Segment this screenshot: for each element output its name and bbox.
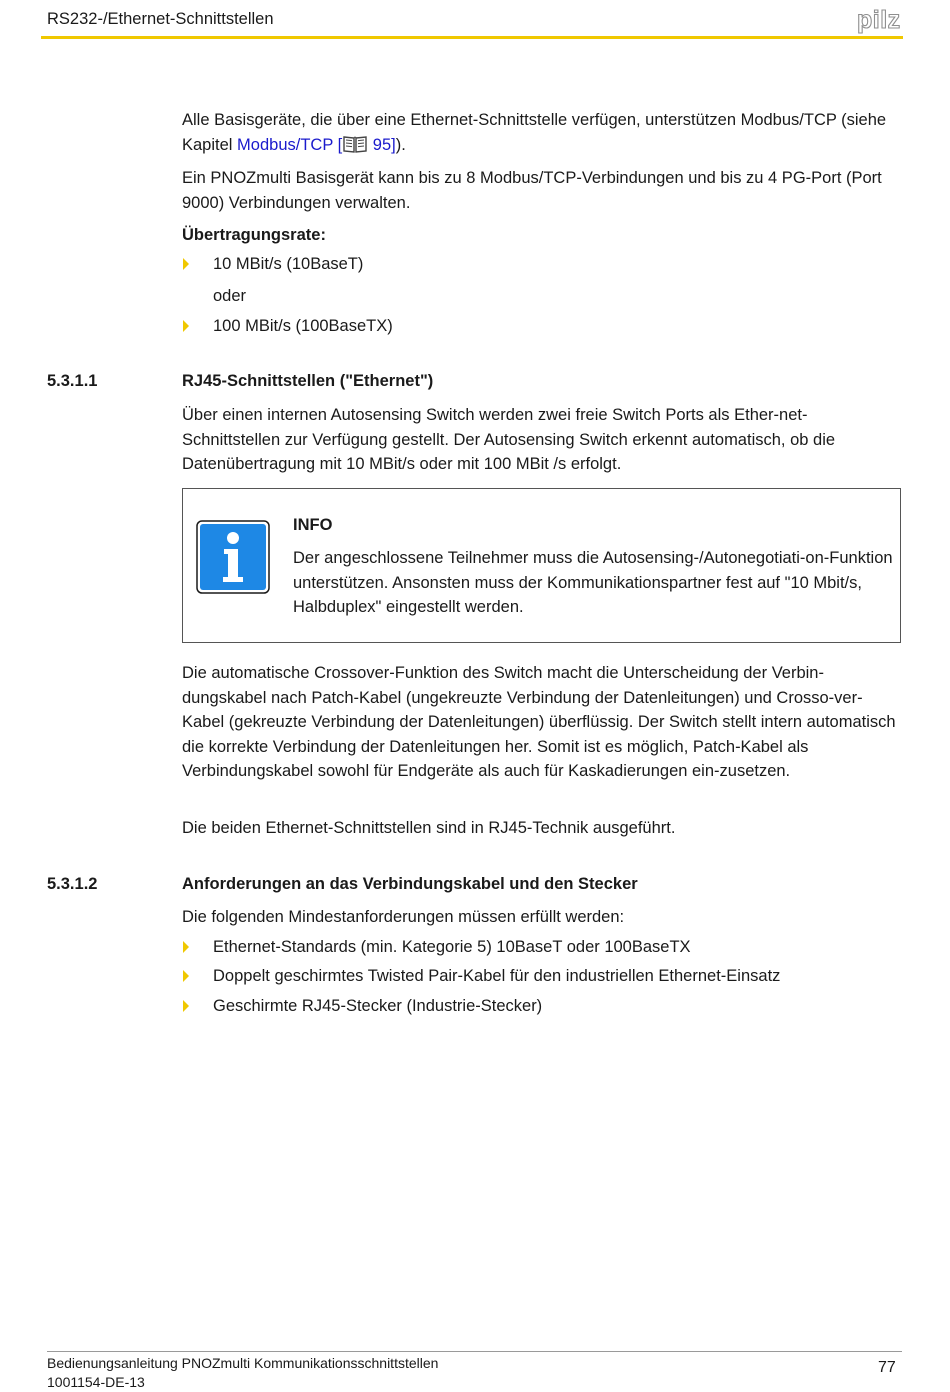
section-number: 5.3.1.1 <box>47 372 98 390</box>
intro-paragraph-2: Ein PNOZmulti Basisgerät kann bis zu 8 Modbus/TCP-Verbindungen und bis zu 4 PG-Port (Port 9000) Verbindungen verwalten. <box>182 169 882 212</box>
header-rule <box>41 36 903 39</box>
list-item-text: 100 MBit/s (100BaseTX) <box>213 317 393 335</box>
intro-text-end: ). <box>395 135 406 154</box>
footer-doc-number: 1001154-DE-13 <box>47 1374 145 1390</box>
intro-paragraph-1 <box>182 108 898 157</box>
or-text: oder <box>213 287 247 305</box>
section-title: Anforderungen an das Verbindungskabel und den Stecker <box>182 875 638 893</box>
section-paragraph: Die folgenden Mindestanforderungen müssen erfüllt werden: <box>182 908 625 926</box>
list-item-text: Doppelt geschirmtes Twisted Pair-Kabel für den industriellen Ethernet-Einsatz <box>213 967 781 985</box>
bullet-arrow-icon <box>183 258 189 270</box>
list-item-text: Ethernet-Standards (min. Kategorie 5) 10BaseT oder 100BaseTX <box>213 938 691 956</box>
section-paragraph: Über einen internen Autosensing Switch werden zwei freie Switch Ports als Ether-net-Schnittstellen zur Verfügung gestellt. Der Autosensing Switch erkennt automatisch, ob die Datenübertragung mit 10 MBit/s oder mit 100 MBit /s erfolgt. <box>182 406 836 474</box>
section-number: 5.3.1.2 <box>47 875 98 893</box>
section-title: RJ45-Schnittstellen ("Ethernet") <box>182 372 434 390</box>
footer-rule <box>47 1351 902 1352</box>
list-item-text: 10 MBit/s (10BaseT) <box>213 255 364 273</box>
rate-heading: Übertragungsrate: <box>182 226 326 244</box>
info-title: INFO <box>293 516 333 534</box>
book-icon <box>343 135 367 153</box>
info-text: Der angeschlossene Teilnehmer muss die Autosensing-/Autonegotiati-on-Funktion unterstützen. Ansonsten muss der Kommunikationspartner fest auf "10 Mbit/s, Halbduplex" eingestellt werden. <box>293 549 893 617</box>
bullet-arrow-icon <box>183 320 189 332</box>
header-title: RS232-/Ethernet-Schnittstellen <box>47 10 274 28</box>
footer-doc-title: Bedienungsanleitung PNOZmulti Kommunikationsschnittstellen <box>47 1355 439 1371</box>
info-box <box>182 488 901 643</box>
pilz-logo: pilz <box>857 6 901 34</box>
bullet-arrow-icon <box>183 1000 189 1012</box>
bullet-arrow-icon <box>183 970 189 982</box>
modbus-tcp-link[interactable] <box>237 136 396 154</box>
intro-text: Alle Basisgeräte, die über eine Ethernet-Schnittstelle verfügen, unterstützen Modbus/TCP (siehe Kapitel <box>182 111 887 154</box>
link-text: Modbus/TCP [ <box>237 135 343 154</box>
link-page: 95] <box>368 135 396 154</box>
section-paragraph: Die automatische Crossover-Funktion des Switch macht die Unterscheidung der Verbin-dungskabel nach Patch-Kabel (ungekreuzte Verbindung der Datenleitungen) und Crosso-ver-Kabel (gekreuzte Verbindung der Datenleitungen) überflüssig. Der Switch stellt intern automatisch die korrekte Verbindung der Datenleitungen her. Somit ist es möglich, Patch-Kabel als Verbindungskabel sowohl für Endgeräte als auch für Kaskadierungen ein-zusetzen. <box>182 664 896 781</box>
list-item-text: Geschirmte RJ45-Stecker (Industrie-Stecker) <box>213 997 543 1015</box>
info-icon <box>196 520 270 594</box>
bullet-arrow-icon <box>183 941 189 953</box>
footer-doc-info <box>47 1354 438 1392</box>
page-number: 77 <box>878 1359 896 1376</box>
section-paragraph: Die beiden Ethernet-Schnittstellen sind in RJ45-Technik ausgeführt. <box>182 819 676 837</box>
